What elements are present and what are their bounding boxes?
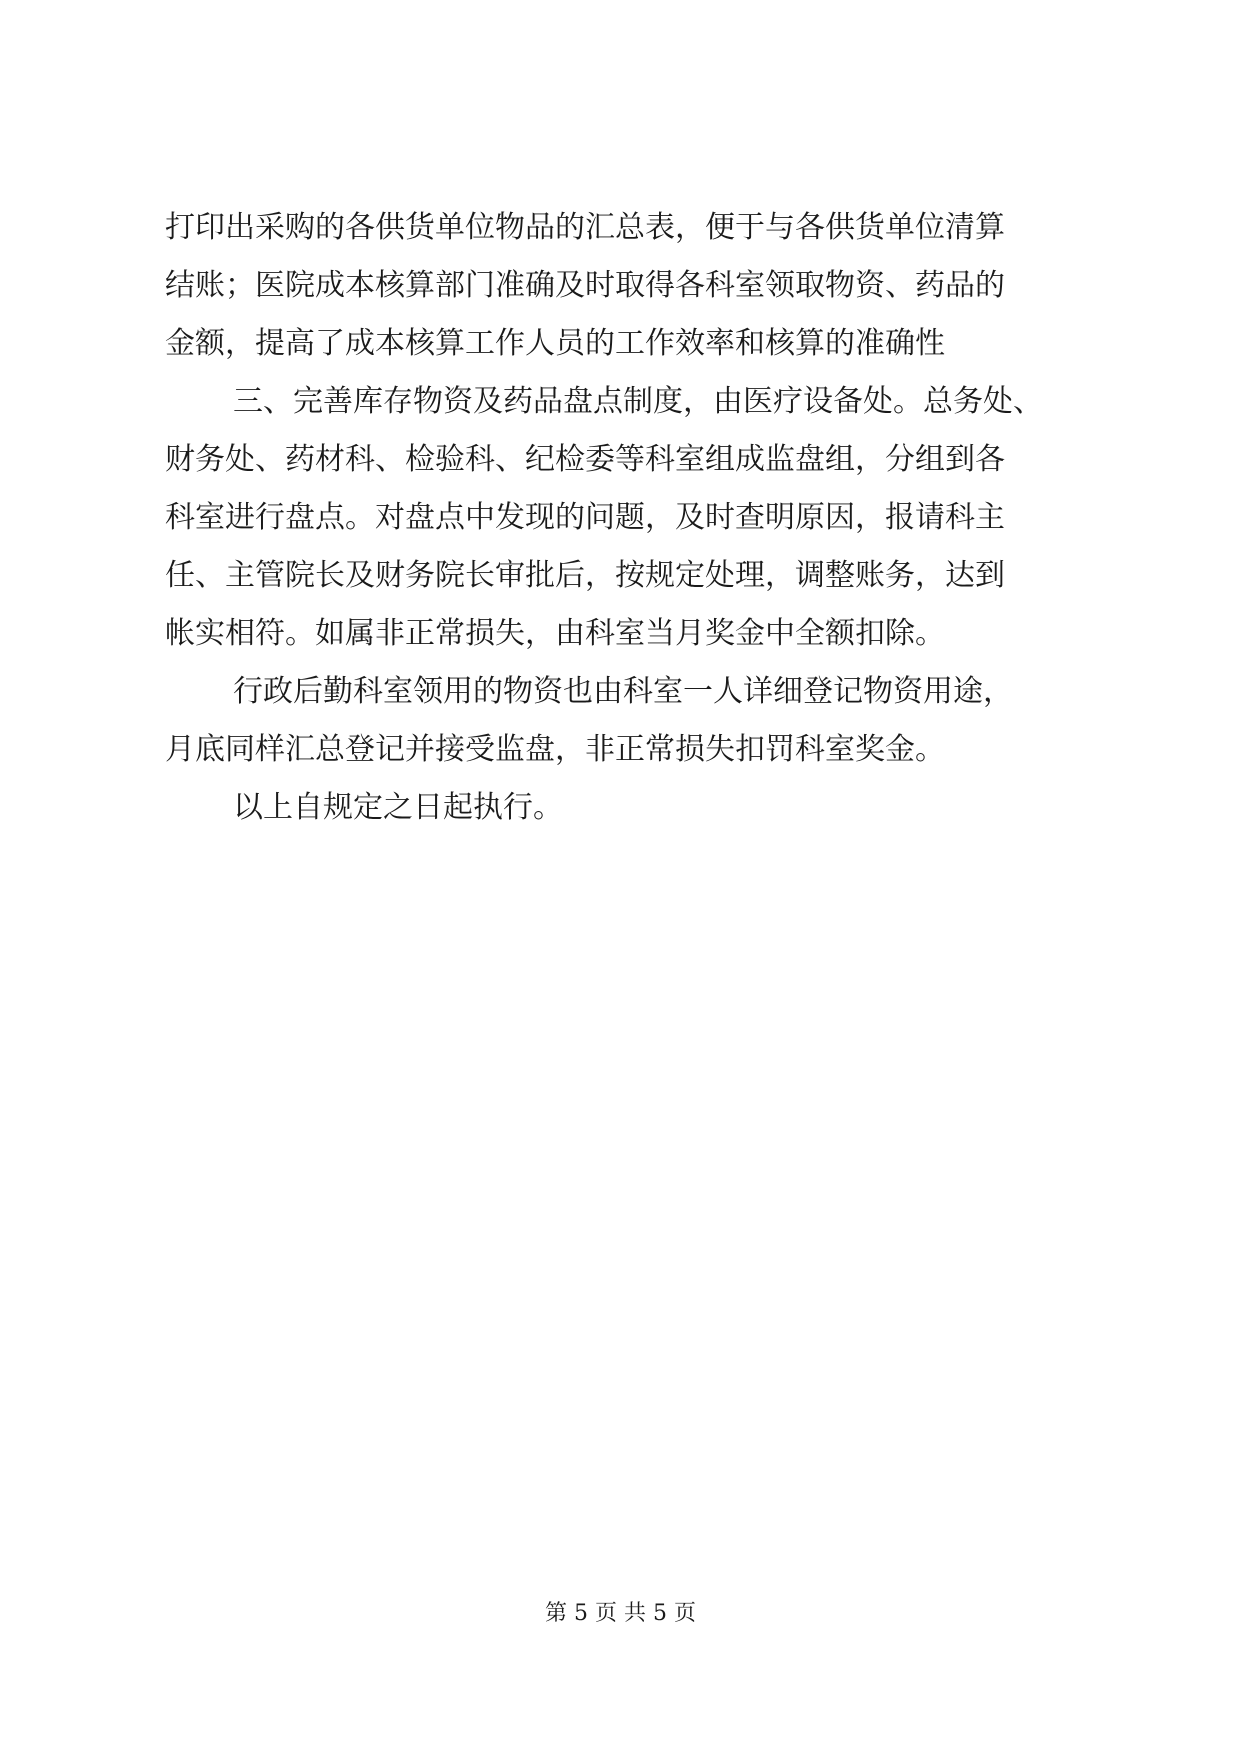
body-line-text: 财务处、药材科、检验科、纪检委等科室组成监盘组，分组到各 xyxy=(165,442,1005,477)
body-line xyxy=(165,440,1085,480)
body-line-text: 月底同样汇总登记并接受监盘，非正常损失扣罚科室奖金。 xyxy=(165,732,945,767)
body-line xyxy=(165,208,1085,248)
body-line-text: 三、完善库存物资及药品盘点制度，由医疗设备处。总务处、 xyxy=(233,384,1043,419)
page-footer xyxy=(0,1599,1241,1629)
body-line-text: 以上自规定之日起执行。 xyxy=(233,790,563,825)
body-line-text: 打印出采购的各供货单位物品的汇总表，便于与各供货单位清算 xyxy=(165,210,1005,245)
paragraph-first-line xyxy=(233,672,1093,712)
paragraph-first-line xyxy=(233,788,1093,828)
paragraph-first-line xyxy=(233,382,1093,422)
body-line-text: 任、主管院长及财务院长审批后，按规定处理，调整账务，达到 xyxy=(165,558,1005,593)
body-line-text: 金额，提高了成本核算工作人员的工作效率和核算的准确性 xyxy=(165,326,945,361)
body-line-text: 帐实相符。如属非正常损失，由科室当月奖金中全额扣除。 xyxy=(165,616,945,651)
page-number-label: 第 5 页 共 5 页 xyxy=(545,1601,696,1626)
body-line-text: 结账；医院成本核算部门准确及时取得各科室领取物资、药品的 xyxy=(165,268,1005,303)
body-line xyxy=(165,498,1085,538)
body-line-text: 行政后勤科室领用的物资也由科室一人详细登记物资用途， xyxy=(233,674,1013,709)
body-line xyxy=(165,266,1085,306)
body-line-text: 科室进行盘点。对盘点中发现的问题，及时查明原因，报请科主 xyxy=(165,500,1005,535)
body-line xyxy=(165,730,1085,770)
body-line xyxy=(165,614,1085,654)
body-line xyxy=(165,324,1085,364)
body-line xyxy=(165,556,1085,596)
